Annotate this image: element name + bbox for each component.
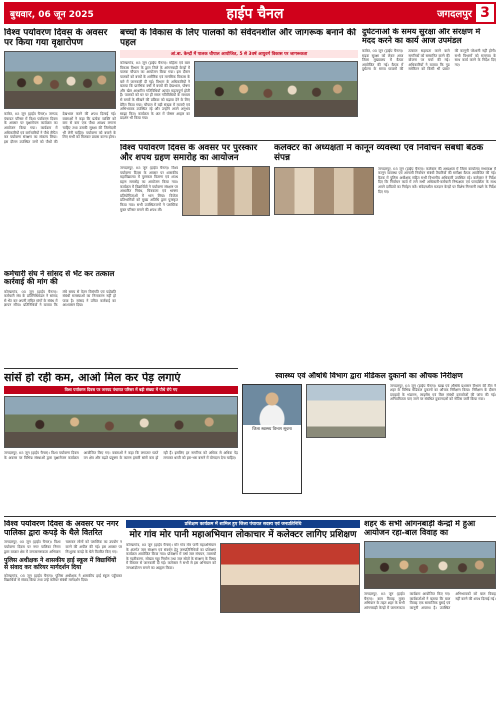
story-water-campaign xyxy=(126,520,360,704)
body-text: कोण्डागांव, 05 जून (हाईप चैनल)। पुलिस अधीक्षक ने शासकीय हाई स्कूल पहुँचकर विद्यार्थियों से संवाद किया तथा उन्हें करियर संबंधी मार्गदर्शन दिया। xyxy=(4,573,122,583)
story-parents-awareness xyxy=(120,28,358,138)
headline: कर्मचारी संघ ने सांसद से भेंट कर तत्काल कार्रवाई की मांग की xyxy=(4,270,115,287)
paper-name: हाईप चैनल xyxy=(226,5,284,22)
headline: स्वास्थ्य एवं औषधि विभाग द्वारा मेडिकल दुकानों का औचक निरीक्षण xyxy=(275,372,463,380)
rule xyxy=(4,368,238,369)
headline: कलेक्टर की अध्यक्षता में कानून व्यवस्था एवं निर्वाचन संबंधी बैठक संपन्न xyxy=(274,144,484,163)
page-number: 3 xyxy=(476,4,494,22)
body-text: कोण्डागांव, 05 जून (हाईप चैनल)। मोर गांव मोर पानी महाअभियान के अंतर्गत जल संरक्षण एवं संवर्धन हेतु जनप्रतिनिधियों का प्रशिक्षण कार्यक्रम आयोजित किया गया। प्रशिक्षण में वर्षा जल संचयन, तालाबों के गहरीकरण, सोख्ता गड्ढा निर्माण तथा जल स्रोतों के संरक्षण के विषय में विस्तार से जानकारी दी गई। कलेक्टर ने सभी से इस अभियान को जनआंदोलन बनाने का आह्वान किया। xyxy=(126,543,216,571)
headline: विश्व पर्यावरण दिवस के अवसर पर नगर पालिका द्वारा कपड़े के थैले वितरित xyxy=(4,520,119,537)
body-text: जगदलपुर, 05 जून (हाईप चैनल)। विश्व पर्यावरण दिवस के अवसर पर विभिन्न संस्थाओं द्वारा वृक्षारोपण कार्यक्रम आयोजित किए गए। वक्ताओं ने कहा कि लगातार घटते वन क्षेत्र और बढ़ते प्रदूषण के कारण हमारी सांसें कम हो रही हैं। इसलिए हर नागरिक को अधिक से अधिक पेड़ लगाकर धरती को हरा-भरा बनाने में योगदान देना चाहिए। xyxy=(4,451,238,460)
story-employee-union xyxy=(4,270,116,366)
headline: सांसें हो रही कम, आओ मिल कर पेड़ लगाएं xyxy=(4,372,181,384)
body-text: कोण्डागांव, 05 जून (हाईप चैनल)। कर्मचारी संघ के प्रतिनिधिमंडल ने सांसद से भेंट कर अपनी लंबित मांगों के संबंध में ज्ञापन सौंपा। प्रतिनिधियों ने बताया कि लंबे समय से वेतन विसंगति एवं पदोन्नति संबंधी समस्याओं का निराकरण नहीं हो पाया है। सांसद ने उचित कार्रवाई का आश्वासन दिया। xyxy=(4,289,116,308)
story-medical-inspection xyxy=(242,372,496,512)
story-award-oath-ceremony xyxy=(120,144,270,264)
masthead xyxy=(4,2,496,24)
headline: मोर गांव मोर पानी महाअभियान लोकाचार में कलेक्टर लागिए प्रशिक्षण xyxy=(129,530,357,540)
body-text: जगदलपुर, 05 जून (हाईप चैनल)। विश्व पर्यावरण दिवस पर नगर पालिका निगम द्वारा बाजार क्षेत्र में जनजागरूकता अभियान चलाकर लोगों को प्लास्टिक का उपयोग न करने की अपील की गई। इस अवसर पर निःशुल्क कपड़े के थैले वितरित किए गए। xyxy=(4,540,122,554)
body-text: जगदलपुर, 05 जून (हाईप चैनल)। विश्व पर्यावरण दिवस के अवसर पर शासकीय महाविद्यालय में पुरस्कार वितरण एवं शपथ ग्रहण समारोह का आयोजन किया गया। कार्यक्रम में विद्यार्थियों ने पर्यावरण संरक्षण पर आधारित निबंध, चित्रकला एवं भाषण प्रतियोगिताओं में भाग लिया। विजेता प्रतिभागियों को मुख्य अतिथि द्वारा पुरस्कृत किया गया। सभी उपस्थितजनों ने प्लास्टिक मुक्त परिसर बनाने की शपथ ली। xyxy=(120,166,178,212)
headline: दुर्घटनाओं के समय सुरक्षा और संरक्षण में मदद करने का कार्य आज उपमंडल xyxy=(362,28,481,45)
photo xyxy=(274,167,374,215)
rule xyxy=(4,516,496,517)
story-child-marriage xyxy=(364,520,496,704)
photo xyxy=(4,51,116,109)
headline: बच्चों के विकास के लिए पालकों को संवेदनशील और जागरूक बनाने की पहल xyxy=(120,28,356,49)
story-environment-day-plantation xyxy=(4,28,116,176)
headline: विश्व पर्यावरण दिवस के अवसर पर पुरस्कार और शपथ ग्रहण समारोह का आयोजन xyxy=(120,144,258,163)
story-road-safety xyxy=(362,28,496,138)
photo-caption: विश्व पर्यावरण दिवस पर जनपद पंचायत परिसर में बड़ी संख्या में पौधे रोपे गए xyxy=(4,386,238,394)
story-plant-trees xyxy=(4,372,238,512)
body-text: जगदलपुर, 05 जून (हाईप चैनल)। कलेक्टर की अध्यक्षता में जिला कार्यालय सभाकक्ष में कानून व्यवस्था एवं आगामी निर्वाचन संबंधी तैयारियों की समीक्षा बैठक आयोजित की गई। बैठक में पुलिस अधीक्षक सहित सभी विभागीय अधिकारी उपस्थित रहे। कलेक्टर ने निर्देश दिए कि निर्वाचन कार्य में लगे सभी अधिकारी-कर्मचारी निष्पक्षता एवं पारदर्शिता के साथ अपने दायित्वों का निर्वहन करें। संवेदनशील मतदान केन्द्रों पर विशेष निगरानी रखने के निर्देश दिए गए। xyxy=(378,166,496,194)
rule xyxy=(120,140,496,141)
headline: शहर के सभी आंगनबाड़ी केन्द्रों में हुआ आयोजन रहा-बाल विवाह का xyxy=(364,520,476,537)
issue-date: बुधवार, 06 जून 2025 xyxy=(10,9,94,20)
kicker: प्रशिक्षण कार्यक्रम में शामिल हुए जिला पंचायत सदस्य एवं जनप्रतिनिधि xyxy=(126,520,360,528)
story-cloth-bags xyxy=(4,520,122,704)
headline: विश्व पर्यावरण दिवस के अवसर पर किया गया वृक्षारोपण xyxy=(4,28,108,49)
body-text: जगदलपुर, 05 जून (हाईप चैनल)। खाद्य एवं औषधि प्रशासन विभाग की टीम ने शहर के विभिन्न मेडिकल दुकानों का औचक निरीक्षण किया। निरीक्षण के दौरान दवाइयों के भंडारण, लाइसेंस एवं बिल संबंधी दस्तावेजों की जांच की गई। अनियमितता पाए जाने पर संबंधित दुकानदारों को नोटिस जारी किया गया। xyxy=(390,383,496,402)
photo xyxy=(243,385,301,425)
ad-text: जिला स्वास्थ्य विभाग सूचना xyxy=(252,425,292,431)
photo xyxy=(182,166,270,216)
edition-city: जगदलपुर xyxy=(437,9,472,20)
photo xyxy=(4,396,238,448)
photo xyxy=(306,384,386,438)
body-text: कोण्डागांव, 05 जून (हाईप चैनल)। महिला एवं बाल विकास विभाग के द्वारा जिले के आंगनबाड़ी केन्द्रों में पालक चौपाल का आयोजन किया गया। इस दौरान पालकों को बच्चों के शारीरिक एवं मानसिक विकास के बारे में जानकारी दी गई। विभाग के अधिकारियों ने बताया कि प्रारंभिक वर्षों में बच्चों की देखभाल, पोषण और खेल आधारित गतिविधियाँ अत्यंत महत्वपूर्ण होती हैं। पालकों को घर पर ही सरल गतिविधियों के माध्यम से बच्चों के सीखने की प्रक्रिया को बढ़ावा देने के लिए प्रेरित किया गया। चौपाल में बड़ी संख्या में माताएँ एवं अभिभावक उपस्थित रहे और उन्होंने अपने अनुभव साझा किए। कार्यक्रम के अंत में पोषण आहार का प्रदर्शन भी किया गया। xyxy=(120,61,190,121)
headline: पुलिस अधीक्षक ने शासकीय हाई स्कूल में विद्यार्थियों से संवाद कर करियर मार्गदर्शन दिया xyxy=(4,557,117,571)
story-collector-meeting xyxy=(274,144,496,264)
notice-ad xyxy=(242,384,302,494)
photo xyxy=(220,543,360,613)
body-text: जगदलपुर, 05 जून (हाईप चैनल)। बाल विवाह मुक्त अभियान के तहत शहर के सभी आंगनबाड़ी केन्द्रों में जागरूकता कार्यक्रम आयोजित किए गए। कार्यकर्ताओं ने बताया कि बाल विवाह एक सामाजिक बुराई एवं कानूनी अपराध है। उपस्थित अभिभावकों को बाल विवाह नहीं करने की शपथ दिलाई गई। xyxy=(364,591,496,610)
photo xyxy=(364,541,496,589)
body-text: कांकेर, 05 जून (हाईप चैनल)। जनपद पंचायत परिसर में विश्व पर्यावरण दिवस के अवसर पर वृक्षारोपण कार्यक्रम का आयोजन किया गया। कार्यक्रम में अधिकारियों एवं कर्मचारियों ने पौधे रोपित कर पर्यावरण संरक्षण का संकल्प लिया। इस दौरान उपस्थित जनों को पौधों की देखभाल करने की शपथ दिलाई गई। वक्ताओं ने कहा कि प्रत्येक व्यक्ति को कम से कम एक पौधा अवश्य लगाना चाहिए तथा उसकी सुरक्षा की जिम्मेदारी भी लेनी चाहिए। पर्यावरण को बचाने के लिए सभी को मिलकर प्रयास करना होगा। xyxy=(4,112,116,144)
subheadline: आं.बा. केन्द्रों में पालक चौपाल आयोजित, 5 से 3वर्ष आयुवर्ग विकास पर जागरूकता xyxy=(120,50,358,58)
photo xyxy=(194,61,358,117)
body-text: कांकेर, 05 जून (हाईप चैनल)। सड़क सुरक्षा को लेकर आज जिला मुख्यालय में बैठक आयोजित की गई। बैठक में दुर्घटना के समय घायलों की तत्काल सहायता करने वाले नागरिकों को सम्मानित करने की योजना पर चर्चा की गई। अधिकारियों ने बताया कि गुड समेरिटन को किसी भी प्रकार की कानूनी परेशानी नहीं होगी। सभी विभागों को समन्वय के साथ कार्य करने के निर्देश दिए गए। xyxy=(362,48,496,72)
